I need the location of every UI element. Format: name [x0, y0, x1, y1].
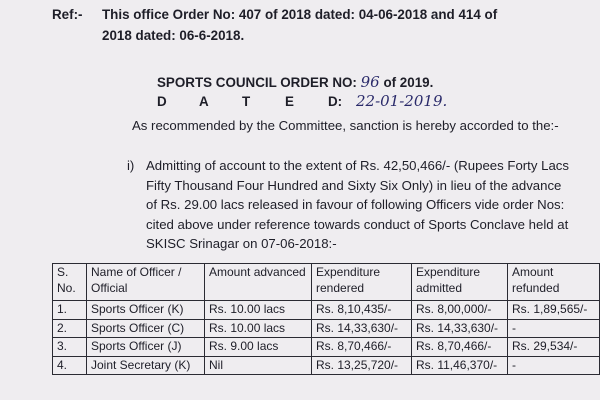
- cell-sno: 1.: [53, 301, 87, 320]
- item-text: Admitting of account to the extent of Rs. 42,50,466/- (Rupees Forty Lacs Fifty Thousand Four Hundred and Sixty Six Only) in lieu of the advance of Rs. 29.00 lacs released in favour of following Officers vide order Nos: cited above under reference towards conduct of Sports Conclave held at SKISC Srinagar on 07-06-2018:-: [146, 158, 569, 252]
- dated-letter: D: [157, 94, 167, 109]
- order-suffix: of 2019.: [383, 75, 434, 90]
- reference-label: Ref:-: [52, 7, 83, 22]
- reference-line-2: 2018 dated: 06-6-2018.: [102, 28, 245, 43]
- reference-line-1: This office Order No: 407 of 2018 dated: 04-06-2018 and 414 of: [102, 7, 498, 22]
- header-rendered: Expenditure rendered: [312, 264, 412, 301]
- cell-name: Sports Officer (C): [87, 319, 205, 338]
- order-date: 22-01-2019.: [356, 92, 448, 110]
- dated-letter: D:: [328, 94, 343, 109]
- header-refunded: Amount refunded: [508, 264, 600, 301]
- cell-sno: 4.: [53, 356, 87, 375]
- header-advanced: Amount advanced: [205, 264, 312, 301]
- cell-refunded: Rs. 29,534/-: [508, 338, 600, 357]
- header-name: Name of Officer / Official: [87, 264, 205, 301]
- cell-refunded: -: [508, 319, 600, 338]
- dated-letter: T: [242, 94, 251, 109]
- cell-admitted: Rs. 8,00,000/-: [412, 301, 508, 320]
- cell-rendered: Rs. 14,33,630/-: [312, 319, 412, 338]
- cell-name: Sports Officer (K): [87, 301, 205, 320]
- cell-name: Sports Officer (J): [87, 338, 205, 357]
- table-row: [53, 356, 600, 375]
- table-row: [53, 338, 600, 357]
- cell-name: Joint Secretary (K): [87, 356, 205, 375]
- cell-rendered: Rs. 13,25,720/-: [312, 356, 412, 375]
- order-heading: [157, 73, 447, 111]
- cell-advanced: Rs. 10.00 lacs: [205, 301, 312, 320]
- cell-advanced: Rs. 9.00 lacs: [205, 338, 312, 357]
- table-row: [53, 319, 600, 338]
- cell-advanced: Nil: [205, 356, 312, 375]
- table-header-row: [53, 264, 600, 301]
- header-admitted: Expenditure admitted: [412, 264, 508, 301]
- item-number: i): [127, 158, 135, 173]
- cell-sno: 2.: [53, 319, 87, 338]
- table-row: [53, 301, 600, 320]
- reference-block: [52, 4, 572, 46]
- cell-refunded: Rs. 1,89,565/-: [508, 301, 600, 320]
- cell-admitted: Rs. 11,46,370/-: [412, 356, 508, 375]
- dated-line: [157, 92, 447, 111]
- cell-refunded: -: [508, 356, 600, 375]
- cell-rendered: Rs. 8,70,466/-: [312, 338, 412, 357]
- order-prefix: SPORTS COUNCIL ORDER NO:: [157, 75, 357, 90]
- cell-rendered: Rs. 8,10,435/-: [312, 301, 412, 320]
- dated-letter: E: [285, 94, 294, 109]
- order-number: 96: [360, 73, 380, 91]
- cell-sno: 3.: [53, 338, 87, 357]
- cell-admitted: Rs. 14,33,630/-: [412, 319, 508, 338]
- cell-admitted: Rs. 8,70,466/-: [412, 338, 508, 357]
- accounts-table: [52, 263, 600, 375]
- intro-paragraph: As recommended by the Committee, sanction is hereby accorded to the:-: [132, 118, 559, 133]
- dated-letter: A: [199, 94, 209, 109]
- header-sno: S. No.: [53, 264, 87, 301]
- cell-advanced: Rs. 10.00 lacs: [205, 319, 312, 338]
